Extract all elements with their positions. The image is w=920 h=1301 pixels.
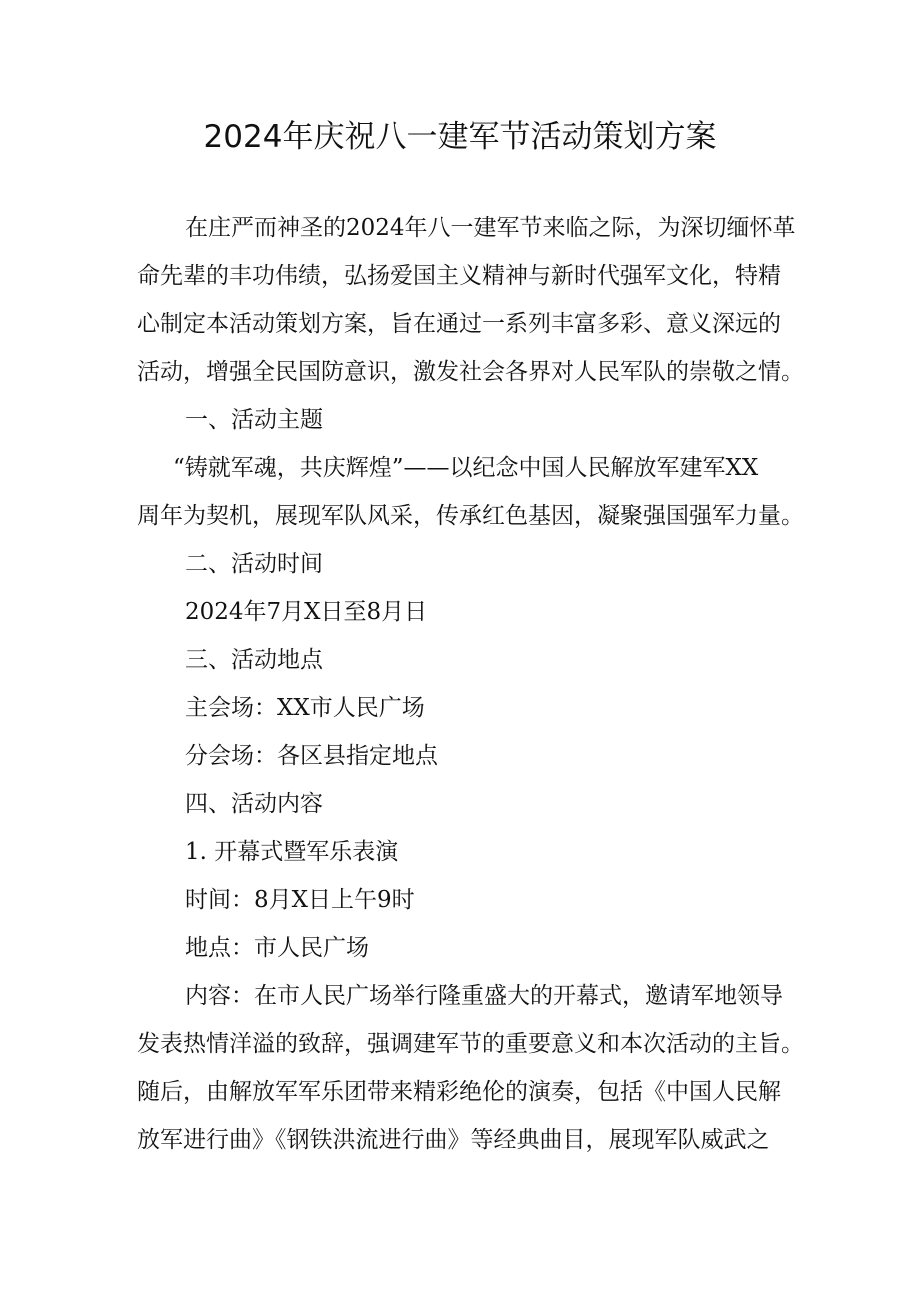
intro-line: 心制定本活动策划方案，旨在通过一系列丰富多彩、意义深远的	[137, 311, 781, 337]
document-body	[137, 204, 900, 1164]
section-heading: 三、活动地点	[185, 647, 323, 673]
item-time: 时间：8月X日上午9时	[185, 887, 415, 913]
section-heading: 二、活动时间	[185, 551, 323, 577]
intro-line: 命先辈的丰功伟绩，弘扬爱国主义精神与新时代强军文化，特精	[137, 263, 781, 289]
sub-venue: 分会场：各区县指定地点	[185, 743, 438, 769]
section-heading: 一、活动主题	[185, 407, 323, 433]
intro-line: 活动，增强全民国防意识，激发社会各界对人民军队的崇敬之情。	[137, 359, 804, 385]
document-title: 2024年庆祝八一建军节活动策划方案	[203, 119, 717, 155]
theme-line: 周年为契机，展现军队风采，传承红色基因，凝聚强国强军力量。	[137, 503, 804, 529]
item-content-line: 随后，由解放军军乐团带来精彩绝伦的演奏，包括《中国人民解	[137, 1079, 781, 1105]
item-content-line: 内容：在市人民广场举行隆重盛大的开幕式，邀请军地领导	[185, 983, 783, 1009]
item-content-line: 发表热情洋溢的致辞，强调建军节的重要意义和本次活动的主旨。	[137, 1031, 804, 1057]
main-venue: 主会场：XX市人民广场	[185, 695, 425, 721]
item-place: 地点：市人民广场	[185, 935, 369, 961]
intro-line: 在庄严而神圣的2024年八一建军节来临之际，为深切缅怀革	[185, 215, 796, 241]
item-content-line: 放军进行曲》《钢铁洪流进行曲》等经典曲目，展现军队威武之	[137, 1127, 770, 1153]
section-heading: 四、活动内容	[185, 791, 323, 817]
theme-line: “铸就军魂，共庆辉煌”——以纪念中国人民解放军建军XX	[173, 455, 759, 481]
activity-time: 2024年7月X日至8月日	[185, 599, 428, 625]
item-title: 1. 开幕式暨军乐表演	[185, 839, 399, 865]
